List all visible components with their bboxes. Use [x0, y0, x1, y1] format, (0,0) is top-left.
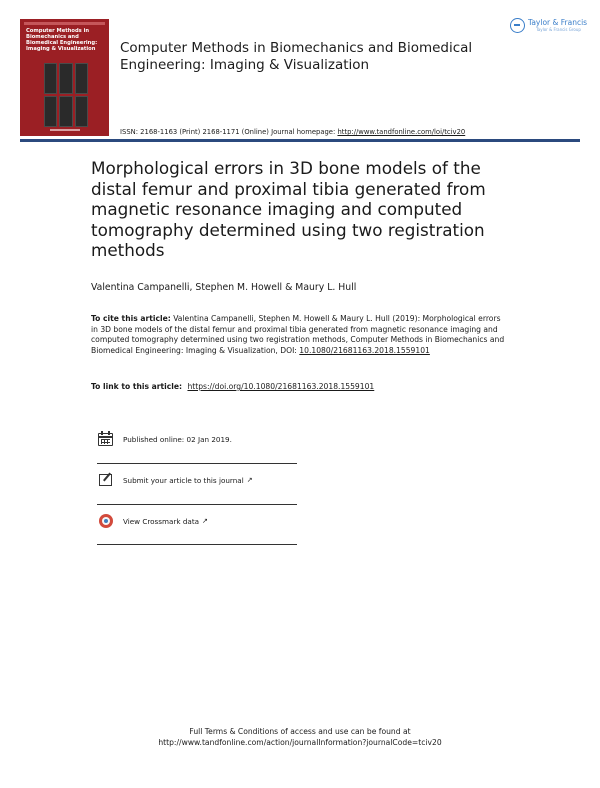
citation-doi-link[interactable]: 10.1080/21681163.2018.1559101: [299, 345, 430, 355]
journal-cover-image: [20, 19, 109, 136]
journal-homepage-link[interactable]: http://www.tandfonline.com/loi/tciv20: [337, 128, 466, 136]
article-doi-link[interactable]: https://doi.org/10.1080/21681163.2018.1559101: [187, 382, 375, 391]
issn-text: ISSN: 2168-1163 (Print) 2168-1171 (Online) Journal homepage:: [120, 128, 336, 136]
footer-terms-link[interactable]: http://www.tandfonline.com/action/journalInformation?journalCode=tciv20: [158, 738, 442, 747]
external-link-icon: ↗: [202, 517, 208, 525]
cover-top-strip: [24, 22, 105, 25]
cover-footer-mark: [50, 129, 80, 131]
issn-line: [120, 128, 465, 136]
article-authors: Valentina Campanelli, Stephen M. Howell & Maury L. Hull: [91, 282, 357, 293]
edit-icon: [97, 472, 115, 488]
cover-title: Computer Methods in Biomechanics and Biomedical Engineering: Imaging & Visualization: [26, 28, 98, 52]
article-link-line: [91, 382, 374, 391]
publisher-logo: [510, 18, 587, 33]
submit-article-link[interactable]: Submit your article to this journal: [123, 475, 244, 485]
citation-text: Valentina Campanelli, Stephen M. Howell & Maury L. Hull (2019): Morphological errors in 3D bone models of the distal femur and proximal tibia generated from magnetic resonance imaging and computed tomography determined using two registration methods, Computer Methods in Biomechanics and Biomedical Engineering: Imaging & Visualization, DOI:: [91, 314, 505, 355]
journal-title: Computer Methods in Biomechanics and Biomedical Engineering: Imaging & Visualization: [120, 40, 473, 73]
external-link-icon: ↗: [246, 476, 253, 484]
publisher-name: Taylor & Francis: [528, 18, 588, 27]
crossmark-icon: [97, 513, 115, 529]
taylor-francis-logo-icon: [510, 18, 525, 33]
citation-block: [91, 314, 506, 356]
divider: [97, 544, 297, 545]
published-date-text: Published online: 02 Jan 2019.: [123, 434, 232, 444]
terms-footer: [0, 726, 600, 748]
header-divider: [20, 139, 580, 142]
footer-terms-text: Full Terms & Conditions of access and use can be found at: [189, 727, 411, 736]
calendar-icon: [97, 431, 115, 447]
submit-article-row[interactable]: [97, 472, 297, 488]
cover-image-collage: [44, 63, 88, 127]
link-label: To link to this article:: [91, 382, 183, 391]
divider: [97, 504, 297, 505]
article-title: Morphological errors in 3D bone models of the distal femur and proximal tibia generated from magnetic resonance imaging and computed tomography determined using two registration methods: [91, 158, 486, 260]
citation-label: To cite this article:: [91, 314, 171, 323]
divider: [97, 463, 297, 464]
crossmark-row[interactable]: [97, 513, 297, 529]
published-row: [97, 431, 297, 447]
publisher-subname: Taylor & Francis Group: [536, 27, 581, 32]
crossmark-link[interactable]: View Crossmark data: [123, 516, 200, 526]
